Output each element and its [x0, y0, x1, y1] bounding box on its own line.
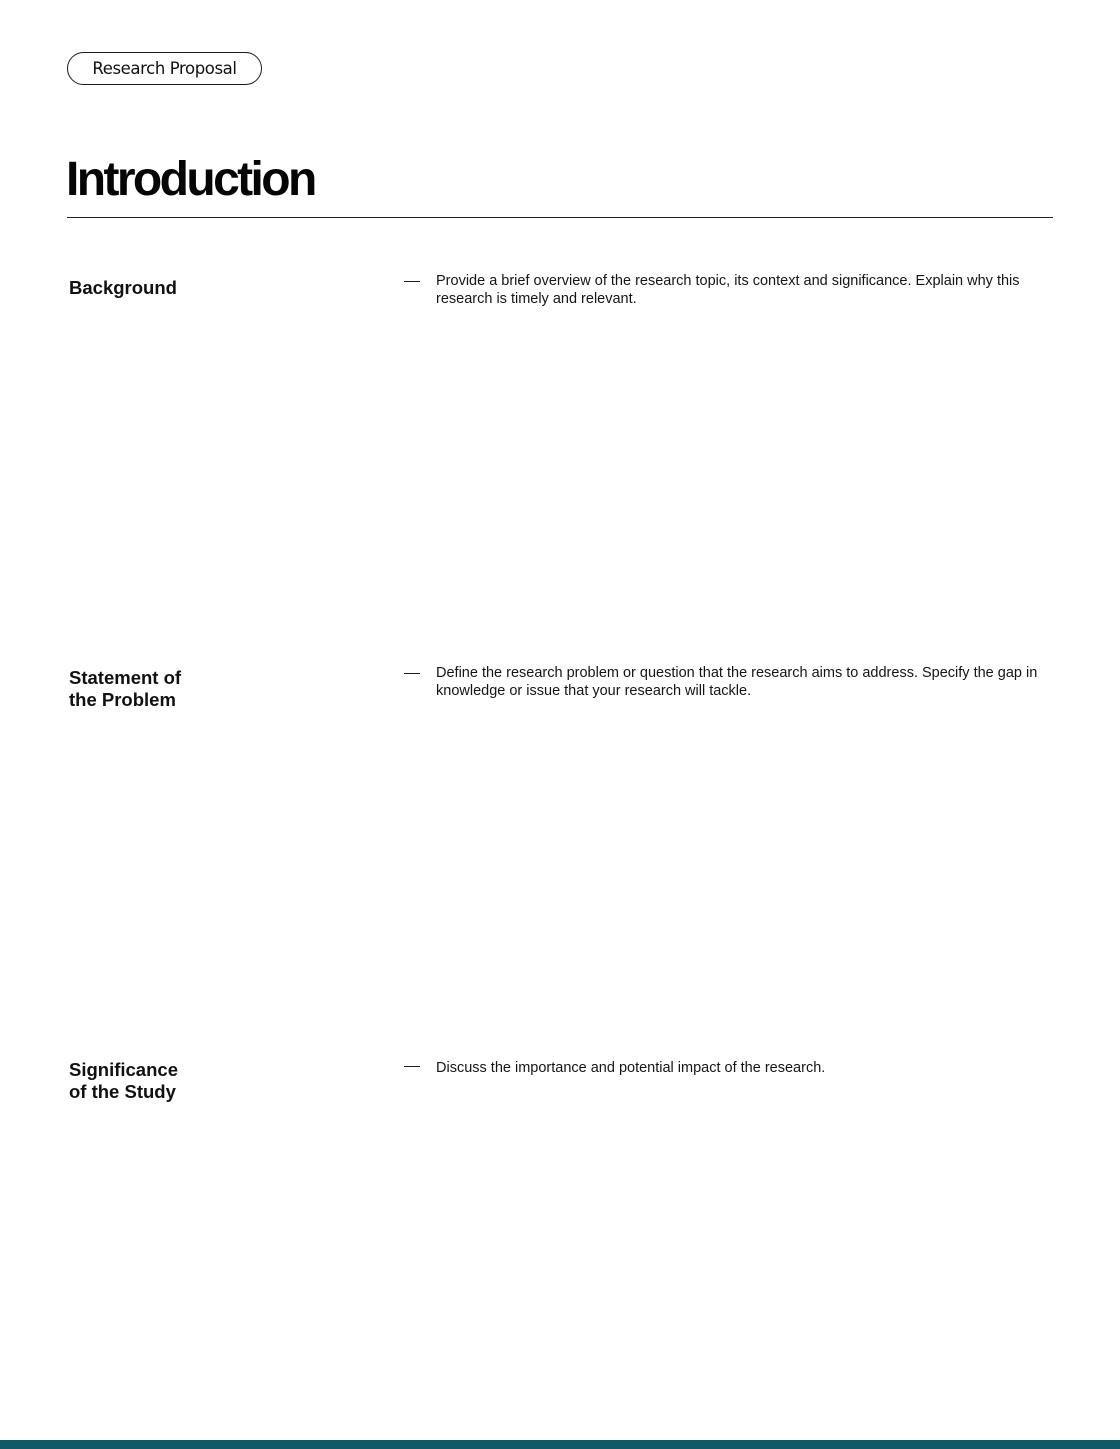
section-body-statement-of-problem: Define the research problem or question that the research aims to address. Specify the gap in knowledge or issue that your research will tackle.: [436, 665, 1038, 699]
footer-accent-bar: [0, 1440, 1120, 1449]
section-heading-significance: [69, 1059, 319, 1103]
section-dash: [404, 673, 420, 674]
section-heading-line: Statement of: [69, 667, 182, 688]
section-heading-line: the Problem: [69, 689, 176, 710]
section-heading-statement-of-problem: [69, 667, 319, 711]
section-heading-line: Significance: [69, 1059, 178, 1080]
page-title: Introduction: [66, 153, 315, 206]
document-type-badge: [67, 52, 262, 85]
title-divider: [67, 217, 1053, 218]
section-heading-line: of the Study: [69, 1081, 176, 1102]
section-dash: [404, 281, 420, 282]
section-body-significance: Discuss the importance and potential impact of the research.: [436, 1060, 826, 1076]
section-heading-background: [69, 277, 319, 299]
section-heading-line: Background: [69, 277, 177, 298]
section-dash: [404, 1066, 420, 1067]
section-body-background: Provide a brief overview of the research topic, its context and significance. Explain why this research is timely and relevant.: [436, 273, 1020, 307]
document-type-label: Research Proposal: [92, 59, 237, 78]
